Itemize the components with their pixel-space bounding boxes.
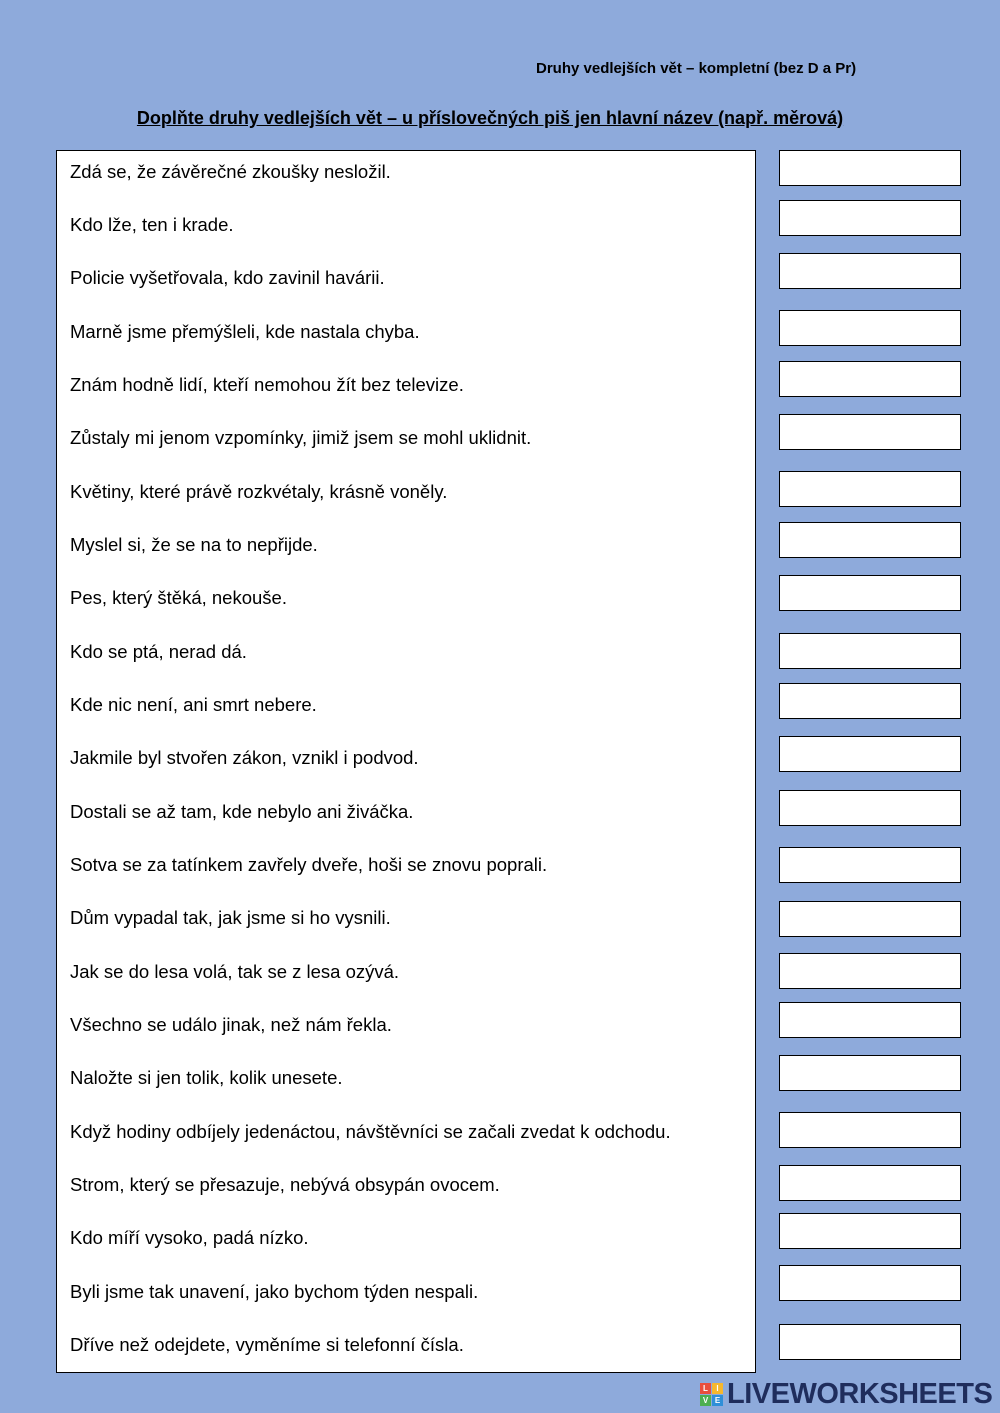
sentence-8: Myslel si, že se na to nepřijde. bbox=[70, 534, 318, 555]
answer-input-16[interactable] bbox=[779, 953, 961, 989]
sentence-list bbox=[56, 150, 756, 1373]
sentence-23: Dříve než odejdete, vyměníme si telefonní čísla. bbox=[70, 1334, 464, 1355]
sentence-12: Jakmile byl stvořen zákon, vznikl i podvod. bbox=[70, 747, 419, 768]
answer-input-5[interactable] bbox=[779, 361, 961, 397]
answer-input-12[interactable] bbox=[779, 736, 961, 772]
answer-input-13[interactable] bbox=[779, 790, 961, 826]
header-note: Druhy vedlejších vět – kompletní (bez D a Pr) bbox=[536, 60, 857, 77]
sentence-15: Dům vypadal tak, jak jsme si ho vysnili. bbox=[70, 907, 391, 928]
logo-mark-icon bbox=[700, 1383, 723, 1406]
sentence-7: Květiny, které právě rozkvétaly, krásně voněly. bbox=[70, 481, 448, 502]
answer-input-19[interactable] bbox=[779, 1112, 961, 1148]
logo-text: LIVEWORKSHEETS bbox=[727, 1378, 993, 1410]
answer-input-18[interactable] bbox=[779, 1055, 961, 1091]
answer-input-1[interactable] bbox=[779, 150, 961, 186]
answer-input-4[interactable] bbox=[779, 310, 961, 346]
answer-input-20[interactable] bbox=[779, 1165, 961, 1201]
answer-input-11[interactable] bbox=[779, 683, 961, 719]
sentence-11: Kde nic není, ani smrt nebere. bbox=[70, 694, 317, 715]
sentence-16: Jak se do lesa volá, tak se z lesa ozývá. bbox=[70, 961, 400, 982]
answer-input-10[interactable] bbox=[779, 633, 961, 669]
answer-input-6[interactable] bbox=[779, 414, 961, 450]
sentence-19: Když hodiny odbíjely jedenáctou, návštěvníci se začali zvedat k odchodu. bbox=[70, 1121, 671, 1142]
logo-mark-letter: I bbox=[712, 1383, 723, 1394]
sentence-17: Všechno se událo jinak, než nám řekla. bbox=[70, 1014, 392, 1035]
sentence-5: Znám hodně lidí, kteří nemohou žít bez televize. bbox=[70, 374, 464, 395]
sentence-9: Pes, který štěká, nekouše. bbox=[70, 587, 287, 608]
sentence-22: Byli jsme tak unavení, jako bychom týden nespali. bbox=[70, 1281, 479, 1302]
answer-input-22[interactable] bbox=[779, 1265, 961, 1301]
answer-input-17[interactable] bbox=[779, 1002, 961, 1038]
liveworksheets-logo bbox=[700, 1378, 992, 1411]
answer-input-9[interactable] bbox=[779, 575, 961, 611]
sentence-13: Dostali se až tam, kde nebylo ani živáčka. bbox=[70, 801, 414, 822]
answer-input-3[interactable] bbox=[779, 253, 961, 289]
logo-mark-letter: V bbox=[700, 1395, 711, 1406]
sentence-6: Zůstaly mi jenom vzpomínky, jimiž jsem se mohl uklidnit. bbox=[70, 427, 532, 448]
answer-input-15[interactable] bbox=[779, 901, 961, 937]
logo-mark-letter: L bbox=[700, 1383, 711, 1394]
sentence-10: Kdo se ptá, nerad dá. bbox=[70, 641, 247, 662]
sentence-20: Strom, který se přesazuje, nebývá obsypán ovocem. bbox=[70, 1174, 500, 1195]
sentence-4: Marně jsme přemýšleli, kde nastala chyba. bbox=[70, 321, 420, 342]
sentence-21: Kdo míří vysoko, padá nízko. bbox=[70, 1227, 309, 1248]
logo-mark-letter: E bbox=[712, 1395, 723, 1406]
answer-input-8[interactable] bbox=[779, 522, 961, 558]
sentence-3: Policie vyšetřovala, kdo zavinil havárii. bbox=[70, 267, 385, 288]
answer-input-2[interactable] bbox=[779, 200, 961, 236]
instruction-heading: Doplňte druhy vedlejších vět – u příslovečných piš jen hlavní název (např. měrová) bbox=[136, 108, 844, 128]
answer-input-7[interactable] bbox=[779, 471, 961, 507]
sentence-14: Sotva se za tatínkem zavřely dveře, hoši se znovu poprali. bbox=[70, 854, 548, 875]
sentence-18: Naložte si jen tolik, kolik unesete. bbox=[70, 1067, 343, 1088]
answer-input-23[interactable] bbox=[779, 1324, 961, 1360]
answer-input-14[interactable] bbox=[779, 847, 961, 883]
sentence-1: Zdá se, že závěrečné zkoušky nesložil. bbox=[70, 161, 391, 182]
sentence-2: Kdo lže, ten i krade. bbox=[70, 214, 234, 235]
answer-input-21[interactable] bbox=[779, 1213, 961, 1249]
